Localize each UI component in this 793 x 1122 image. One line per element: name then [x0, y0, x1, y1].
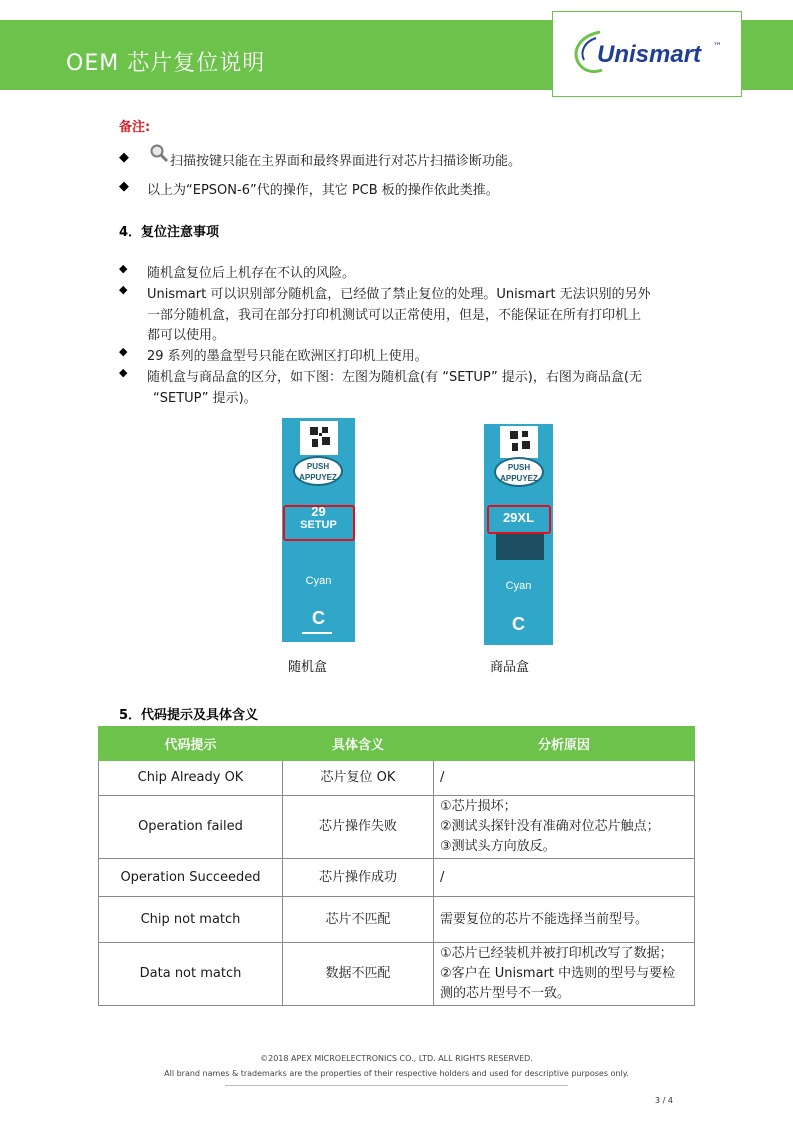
section-4-title: 4．复位注意事项 — [119, 225, 220, 240]
push-label: PUSH APPUYEZ — [494, 457, 544, 487]
bullet-diamond-icon: ◆ — [119, 150, 129, 165]
reason-cell: ①芯片损坏； ②测试头探针没有准确对位芯片触点； ③测试头方向放反。 — [434, 796, 695, 859]
cartridge-image-right — [484, 424, 553, 645]
section-5-title: 5．代码提示及具体含义 — [119, 708, 259, 723]
logo-trademark: ™ — [713, 42, 722, 52]
header-code: 代码提示 — [99, 727, 283, 761]
caption-right: 商品盒 — [490, 660, 530, 675]
model-highlight-box — [487, 505, 551, 534]
note-text-1: 扫描按键只能在主界面和最终界面进行对芯片扫描诊断功能。 — [170, 154, 522, 169]
bullet-diamond-icon: ◆ — [119, 179, 129, 194]
cartridge-letter-right: C — [512, 614, 525, 634]
s4-item-2-line-2: 一部分随机盒，我司在部分打印机测试可以正常使用，但是，不能保证在所有打印机上 — [147, 308, 642, 323]
table-header-row — [99, 727, 695, 761]
footer-copyright: ©2018 APEX MICROELECTRONICS CO., LTD. ALL RIGHTS RESERVED. — [260, 1054, 533, 1063]
table-row — [99, 897, 695, 943]
bullet-diamond-icon: ◆ — [119, 366, 128, 379]
s4-item-2-line-1: Unismart 可以识别部分随机盒，已经做了禁止复位的处理。Unismart 无法识别的另外 — [147, 287, 651, 302]
meaning-cell: 芯片操作失败 — [283, 796, 434, 859]
note-text-2: 以上为“EPSON-6”代的操作，其它 PCB 板的操作依此类推。 — [147, 183, 499, 198]
footer-disclaimer: All brand names & trademarks are the properties of their respective holders and used for descriptive purposes only. — [164, 1069, 629, 1078]
code-cell: Operation failed — [99, 796, 283, 859]
table-row — [99, 943, 695, 1006]
magnifier-icon — [149, 143, 171, 163]
reason-cell: ①芯片已经装机并被打印机改写了数据； ②客户在 Unismart 中选则的型号与要检 测的芯片型号不一致。 — [434, 943, 695, 1006]
table-row — [99, 859, 695, 897]
bullet-diamond-icon: ◆ — [119, 283, 128, 296]
s4-item-3-line-1: 29 系列的墨盒型号只能在欧洲区打印机上使用。 — [147, 349, 428, 364]
meaning-cell: 芯片操作成功 — [283, 859, 434, 897]
caption-left: 随机盒 — [288, 660, 328, 675]
qr-code-icon — [300, 421, 338, 455]
meaning-cell: 芯片复位 OK — [283, 761, 434, 796]
cartridge-model-left: 29 — [311, 504, 326, 519]
cartridge-photo-patch — [496, 532, 544, 560]
s4-item-1-line-1: 随机盒复位后上机存在不认的风险。 — [147, 266, 356, 281]
reason-cell: 需要复位的芯片不能选择当前型号。 — [434, 897, 695, 943]
bullet-diamond-icon: ◆ — [119, 345, 128, 358]
cartridge-underline-left — [302, 632, 332, 634]
code-cell: Operation Succeeded — [99, 859, 283, 897]
setup-highlight-box — [283, 505, 355, 541]
table-row — [99, 796, 695, 859]
code-cell: Chip not match — [99, 897, 283, 943]
meaning-cell: 数据不匹配 — [283, 943, 434, 1006]
header-reason: 分析原因 — [434, 727, 695, 761]
meaning-cell: 芯片不匹配 — [283, 897, 434, 943]
code-cell: Data not match — [99, 943, 283, 1006]
footer-divider — [225, 1085, 568, 1086]
logo-text: Unismart — [597, 41, 702, 68]
cartridge-letter-left: C — [312, 608, 325, 628]
reason-cell: / — [434, 859, 695, 897]
notes-title: 备注: — [119, 120, 151, 135]
cartridge-color-right: Cyan — [505, 580, 532, 592]
code-table — [98, 726, 695, 1006]
cartridge-setup-left: SETUP — [300, 519, 337, 531]
page-title: OEM 芯片复位说明 — [66, 51, 266, 76]
s4-item-4-line-1: 随机盒与商品盒的区分，如下图：左图为随机盒(有 “SETUP” 提示)，右图为商品盒(无 — [147, 370, 642, 385]
reason-cell: / — [434, 761, 695, 796]
cartridge-model-right: 29XL — [502, 510, 535, 525]
bullet-diamond-icon: ◆ — [119, 262, 128, 275]
push-label: PUSH APPUYEZ — [293, 456, 343, 486]
table-row — [99, 761, 695, 796]
qr-code-icon — [500, 426, 538, 458]
s4-item-2-line-3: 都可以使用。 — [147, 328, 226, 343]
page-number: 3 / 4 — [655, 1096, 673, 1105]
code-cell: Chip Already OK — [99, 761, 283, 796]
header-meaning: 具体含义 — [283, 727, 434, 761]
cartridge-color-left: Cyan — [305, 575, 332, 587]
s4-item-4-line-2: “SETUP” 提示)。 — [153, 391, 257, 406]
